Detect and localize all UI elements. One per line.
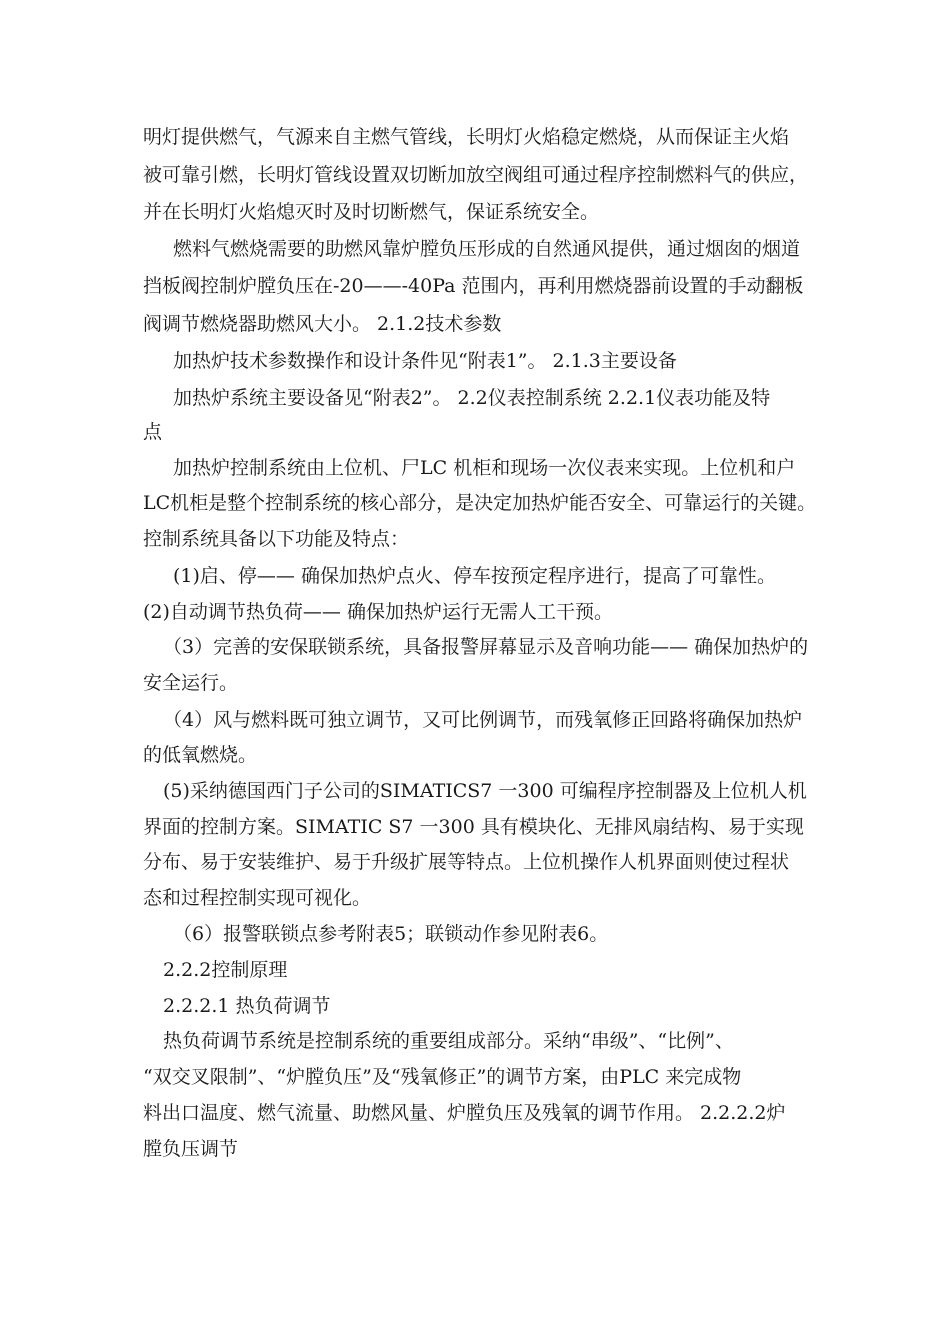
text-line: 加热炉控制系统由上位机、尸LC 机柜和现场一次仪表来实现。上位机和户 — [173, 457, 796, 479]
text-line: 热负荷调节系统是控制系统的重要组成部分。采纳“串级”、“比例”、 — [163, 1030, 734, 1052]
text-line: 料出口温度、燃气流量、助燃风量、炉膛负压及残氧的调节作用。 2.2.2.2炉 — [143, 1102, 786, 1124]
text-line: 明灯提供燃气，气源来自主燃气管线，长明灯火焰稳定燃烧，从而保证主火焰 — [143, 126, 790, 148]
text-line: （6）报警联锁点参考附表5；联锁动作参见附表6。 — [173, 923, 609, 945]
text-line: 界面的控制方案。SIMATIC S7 一300 具有模块化、无排风扇结构、易于实现 — [143, 816, 804, 838]
text-line: 被可靠引燃，长明灯管线设置双切断加放空阀组可通过程序控制燃料气的供应， — [143, 164, 809, 186]
text-line: (2)自动调节热负荷—— 确保加热炉运行无需人工干预。 — [143, 601, 613, 623]
text-line: 态和过程控制实现可视化。 — [143, 887, 372, 909]
text-line: 点 — [143, 421, 163, 443]
text-line: “双交叉限制”、“炉膛负压”及“残氧修正”的调节方案，由PLC 来完成物 — [143, 1066, 742, 1088]
section-heading: 2.2.2控制原理 — [163, 959, 288, 981]
text-line: (1)启、停—— 确保加热炉点火、停车按预定程序进行，提高了可靠性。 — [173, 565, 776, 587]
text-line: 阀调节燃烧器助燃风大小。 2.1.2技术参数 — [143, 313, 502, 335]
text-line: 安全运行。 — [143, 672, 239, 694]
text-line: 加热炉系统主要设备见“附表2”。 2.2仪表控制系统 2.2.1仪表功能及特 — [173, 387, 771, 409]
text-line: 控制系统具备以下功能及特点： — [143, 528, 410, 550]
text-line: (5)采纳德国西门子公司的SIMATICS7 一300 可编程序控制器及上位机人机 — [163, 780, 807, 802]
text-line: 挡板阀控制炉膛负压在-20——-40Pa 范围内，再利用燃烧器前设置的手动翻板 — [143, 275, 804, 297]
text-line: 并在长明灯火焰熄灭时及时切断燃气，保证系统安全。 — [143, 201, 600, 223]
text-line: 燃料气燃烧需要的助燃风靠炉膛负压形成的自然通风提供，通过烟囱的烟道 — [173, 238, 801, 260]
text-line: 分布、易于安装维护、易于升级扩展等特点。上位机操作人机界面则使过程状 — [143, 851, 790, 873]
text-line: （4）风与燃料既可独立调节，又可比例调节，而残氧修正回路将确保加热炉 — [163, 709, 803, 731]
section-heading: 2.2.2.1 热负荷调节 — [163, 995, 331, 1017]
text-line: LC机柜是整个控制系统的核心部分，是决定加热炉能否安全、可靠运行的关键。 — [143, 492, 817, 514]
text-line: 的低氧燃烧。 — [143, 744, 258, 766]
text-line: 加热炉技术参数操作和设计条件见“附表1”。 2.1.3主要设备 — [173, 350, 677, 372]
text-line: 膛负压调节 — [143, 1138, 239, 1160]
text-line: （3）完善的安保联锁系统，具备报警屏幕显示及音响功能—— 确保加热炉的 — [163, 636, 809, 658]
